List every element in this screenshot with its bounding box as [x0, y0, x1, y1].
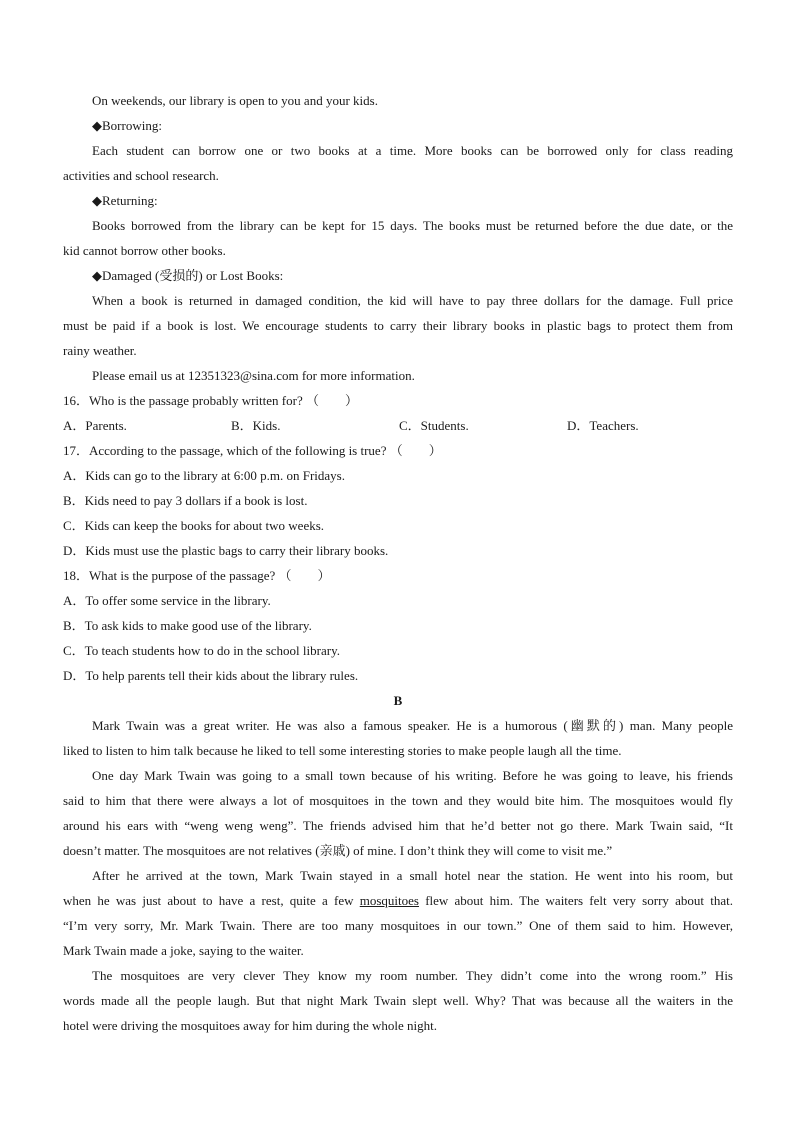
question-16-stem: 16．Who is the passage probably written for? （ ） [63, 393, 358, 408]
option-a: A．Parents. [63, 418, 127, 433]
question-17-stem: 17．According to the passage, which of the following is true? （ ） [63, 443, 442, 458]
question-17-option-c: C．Kids can keep the books for about two weeks. [63, 518, 325, 533]
question-18-option-d: D．To help parents tell their kids about the library rules. [63, 668, 359, 683]
question-17-option-a: A．Kids can go to the library at 6:00 p.m. on Fridays. [63, 468, 345, 483]
passage-b-p3-line-1: After he arrived at the town, Mark Twain stayed in a small hotel near the station. He went into his room, but [92, 868, 733, 883]
passage-b-p1-line-2: liked to listen to him talk because he liked to tell some interesting stories to make people laugh all the time. [63, 743, 622, 758]
borrowing-heading: ◆Borrowing: [92, 118, 162, 133]
passage-b-p1-line-1: Mark Twain was a great writer. He was also a famous speaker. He is a humorous (幽默的) man. Many people [92, 718, 733, 733]
question-18-option-c: C．To teach students how to do in the school library. [63, 643, 340, 658]
returning-line-2: kid cannot borrow other books. [63, 243, 226, 258]
passage-b-p2-line-4: doesn’t matter. The mosquitoes are not relatives (亲戚) of mine. I don’t think they will come to visit me.” [63, 843, 613, 858]
passage-b-p4-line-2: words made all the people laugh. But that night Mark Twain slept well. Why? That was because all the waiters in the [63, 993, 733, 1008]
passage-b-p4-line-1: The mosquitoes are very clever They know my room number. They didn’t come into the wrong room.” His [92, 968, 733, 983]
p3-line-2-start: when he was just about to have a rest, quite a few [63, 893, 360, 908]
passage-b-p3-line-4: Mark Twain made a joke, saying to the waiter. [63, 943, 304, 958]
question-17-option-b: B．Kids need to pay 3 dollars if a book is lost. [63, 493, 308, 508]
question-18-stem: 18．What is the purpose of the passage? （ ） [63, 568, 331, 583]
returning-line-1: Books borrowed from the library can be kept for 15 days. The books must be returned before the due date, or the [92, 218, 733, 233]
question-17-option-d: D．Kids must use the plastic bags to carry their library books. [63, 543, 389, 558]
passage-b-p2-line-3: around his ears with “weng weng weng”. The friends advised him that he’d better not go there. Mark Twain said, “It [63, 818, 733, 833]
notice-weekend: On weekends, our library is open to you and your kids. [92, 93, 378, 108]
damaged-heading: ◆Damaged (受损的) or Lost Books: [92, 268, 284, 283]
damaged-line-2: must be paid if a book is lost. We encourage students to carry their library books in plastic bags to protect them from [63, 318, 733, 333]
passage-b-p2-line-2: said to him that there were always a lot of mosquitoes in the town and they would bite him. The mosquitoes would fly [63, 793, 733, 808]
option-d: D．Teachers. [567, 418, 639, 433]
underlined-word-mosquitoes: mosquitoes [359, 893, 419, 908]
passage-b-p4-line-3: hotel were driving the mosquitoes away for him during the whole night. [63, 1018, 438, 1033]
question-18-option-a: A．To offer some service in the library. [63, 593, 271, 608]
passage-b-p3-line-2 [63, 888, 733, 913]
document-page [63, 88, 733, 1038]
returning-heading: ◆Returning: [92, 193, 158, 208]
passage-b-p3-line-3: “I’m very sorry, Mr. Mark Twain. There are too many mosquitoes in our town.” One of them said to him. However, [63, 918, 733, 933]
passage-b-p2-line-1: One day Mark Twain was going to a small town because of his writing. Before he was going to leave, his friends [92, 768, 733, 783]
damaged-line-1: When a book is returned in damaged condition, the kid will have to pay three dollars for the damage. Full price [92, 293, 733, 308]
question-18-option-b: B．To ask kids to make good use of the library. [63, 618, 312, 633]
option-b: B．Kids. [231, 418, 281, 433]
damaged-line-3: rainy weather. [63, 343, 137, 358]
section-b-heading: B [393, 693, 403, 708]
notice-email: Please email us at 12351323@sina.com for more information. [92, 368, 415, 383]
p3-line-2-end: flew about him. The waiters felt very sorry about that. [418, 893, 733, 908]
borrowing-line-1: Each student can borrow one or two books at a time. More books can be borrowed only for class reading [92, 143, 733, 158]
option-c: C．Students. [399, 418, 469, 433]
borrowing-line-2: activities and school research. [63, 168, 219, 183]
question-16-options [63, 413, 733, 438]
